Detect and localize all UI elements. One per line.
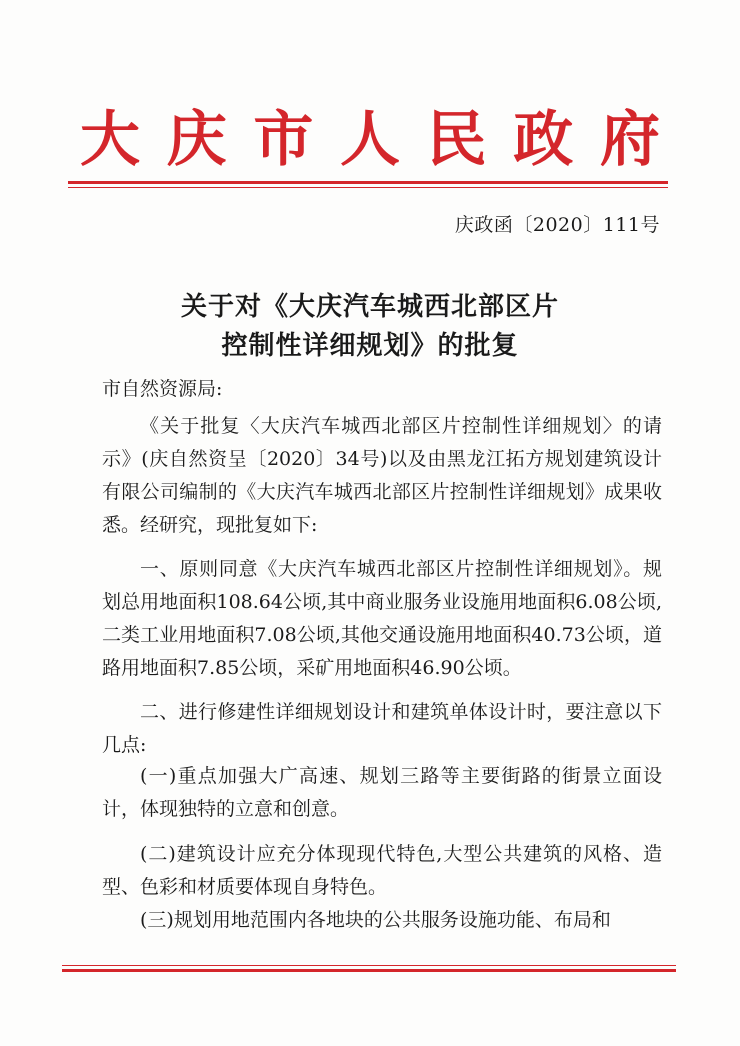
issuer-char: 庆 xyxy=(166,105,227,175)
issuer-char: 民 xyxy=(426,105,487,175)
issuer-title xyxy=(80,100,660,180)
body-paragraph xyxy=(102,838,662,904)
body-paragraph xyxy=(102,410,662,542)
document-title-line-1: 关于对《大庆汽车城西北部区片 xyxy=(180,292,559,322)
body-paragraph xyxy=(102,696,662,762)
paragraph-text: (三)规划用地范围内各地块的公共服务设施功能、布局和 xyxy=(140,909,611,931)
paragraph-text: (一)重点加强大广高速、规划三路等主要街路的街景立面设计，体现独特的立意和创意。 xyxy=(102,765,662,820)
body-paragraph xyxy=(102,553,662,685)
body-paragraph xyxy=(102,760,662,826)
paragraph-text: (二)建筑设计应充分体现现代特色,大型公共建筑的风格、造型、色彩和材质要体现自身特色。 xyxy=(102,843,662,898)
issuer-char: 大 xyxy=(80,105,140,175)
addressee: 市自然资源局: xyxy=(102,378,223,400)
header-rule-thin xyxy=(68,187,668,188)
body-paragraph xyxy=(102,904,662,937)
paragraph-text: 二、进行修建性详细规划设计和建筑单体设计时，要注意以下几点: xyxy=(102,701,662,756)
issuer-char: 府 xyxy=(599,105,660,175)
issuer-char: 市 xyxy=(253,105,314,175)
issuer-char: 政 xyxy=(513,105,574,175)
paragraph-text: 《关于批复〈大庆汽车城西北部区片控制性详细规划〉的请示》(庆自然资呈〔2020〕34号)以及由黑龙江拓方规划建筑设计有限公司编制的《大庆汽车城西北部区片控制性详细规划》成果收悉。经研究，现批复如下: xyxy=(102,415,662,536)
issuer-char: 人 xyxy=(339,105,400,175)
footer-rule-thin xyxy=(62,965,676,966)
document-number: 庆政函〔2020〕111号 xyxy=(454,214,660,236)
document-title-line-2: 控制性详细规划》的批复 xyxy=(221,331,519,361)
header-rule-thick xyxy=(68,181,668,184)
footer-rule-thick xyxy=(62,969,676,972)
paragraph-text: 一、原则同意《大庆汽车城西北部区片控制性详细规划》。规划总用地面积108.64公顷,其中商业服务业设施用地面积6.08公顷,二类工业用地面积7.08公顷,其他交通设施用地面积40.73公顷，道路用地面积7.85公顷，采矿用地面积46.90公顷。 xyxy=(102,558,662,679)
